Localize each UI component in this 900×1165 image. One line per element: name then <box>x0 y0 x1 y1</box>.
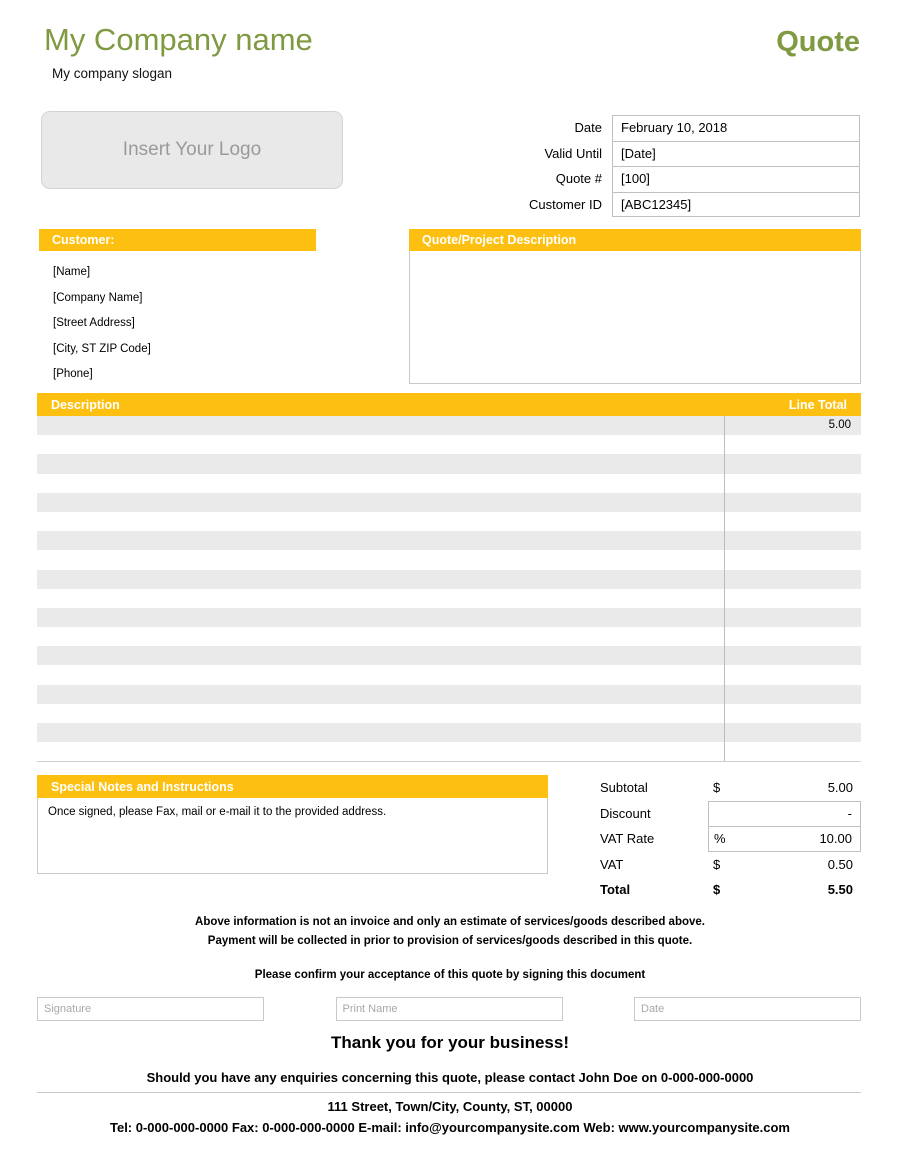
cell-line-total[interactable] <box>725 512 861 531</box>
totals-value-discount: - <box>847 806 852 822</box>
cell-description[interactable] <box>37 742 725 761</box>
cell-description[interactable] <box>37 608 725 627</box>
table-row[interactable] <box>37 646 861 665</box>
meta-label-quote-number: Quote # <box>555 171 602 186</box>
meta-value-valid-until[interactable]: [Date] <box>612 141 860 167</box>
cell-line-total[interactable] <box>725 531 861 550</box>
quote-meta-table <box>495 115 860 217</box>
document-header <box>0 0 900 105</box>
table-row[interactable] <box>37 589 861 608</box>
table-row[interactable] <box>37 570 861 589</box>
customer-name[interactable]: [Name] <box>53 266 91 278</box>
cell-line-total[interactable] <box>725 742 861 761</box>
totals-label-vat-rate: VAT Rate <box>600 831 655 847</box>
customer-phone[interactable]: [Phone] <box>53 368 93 380</box>
customer-section-header <box>39 229 316 251</box>
cell-description[interactable] <box>37 704 725 723</box>
customer-section-title: Customer: <box>52 233 115 247</box>
meta-row-customer-id <box>495 192 860 218</box>
table-row[interactable] <box>37 608 861 627</box>
logo-placeholder-label: Insert Your Logo <box>122 139 262 160</box>
description-section-title: Quote/Project Description <box>422 233 577 247</box>
table-row[interactable] <box>37 416 861 435</box>
signature-date-placeholder: Date <box>641 1003 665 1015</box>
table-row[interactable] <box>37 627 861 646</box>
cell-description[interactable] <box>37 665 725 684</box>
signature-input[interactable] <box>37 997 264 1021</box>
meta-row-quote-number <box>495 166 860 192</box>
cell-description[interactable] <box>37 512 725 531</box>
footer-enquiries: Should you have any enquiries concerning this quote, please contact John Doe on 0-000-000-0000 <box>146 1070 754 1085</box>
totals-label-subtotal: Subtotal <box>600 780 648 796</box>
cell-line-total[interactable] <box>725 608 861 627</box>
signature-date-input[interactable] <box>634 997 861 1021</box>
cell-description[interactable] <box>37 435 725 454</box>
totals-value-total: 5.50 <box>827 882 853 898</box>
cell-line-total[interactable] <box>725 704 861 723</box>
description-section-header <box>409 229 861 251</box>
cell-line-total[interactable] <box>725 589 861 608</box>
logo-placeholder-box[interactable] <box>41 111 343 189</box>
totals-amount-total <box>708 877 861 903</box>
cell-line-total[interactable] <box>725 665 861 684</box>
currency-symbol: $ <box>713 882 721 898</box>
table-row[interactable] <box>37 531 861 550</box>
special-notes-title: Special Notes and Instructions <box>51 779 234 794</box>
cell-line-total[interactable] <box>725 474 861 493</box>
special-notes-body[interactable] <box>37 798 548 874</box>
signature-row <box>37 997 861 1021</box>
cell-description[interactable] <box>37 474 725 493</box>
customer-street[interactable]: [Street Address] <box>53 317 135 329</box>
acceptance-instruction: Please confirm your acceptance of this quote by signing this document <box>254 969 646 981</box>
customer-address-list <box>39 251 316 388</box>
footer-contact-details: Tel: 0-000-000-0000 Fax: 0-000-000-0000 E-mail: info@yourcompanysite.com Web: www.yourcompanysite.com <box>109 1120 790 1135</box>
totals-label-total: Total <box>600 882 631 898</box>
customer-company[interactable]: [Company Name] <box>53 291 143 304</box>
meta-value-date[interactable]: February 10, 2018 <box>612 115 860 141</box>
meta-value-customer-id[interactable]: [ABC12345] <box>612 192 860 218</box>
cell-line-total[interactable] <box>725 685 861 704</box>
cell-line-total[interactable] <box>725 723 861 742</box>
cell-description[interactable] <box>37 570 725 589</box>
currency-symbol: $ <box>713 780 721 796</box>
table-row[interactable] <box>37 704 861 723</box>
totals-amount-subtotal <box>708 775 861 801</box>
line-items-table <box>37 393 861 762</box>
totals-row-discount <box>600 801 861 827</box>
column-header-description: Description <box>37 393 725 416</box>
cell-line-total[interactable] <box>725 454 861 473</box>
cell-description[interactable] <box>37 531 725 550</box>
totals-block <box>600 775 861 903</box>
column-header-line-total: Line Total <box>725 393 861 416</box>
company-name: My Company name <box>44 22 313 57</box>
cell-line-total[interactable] <box>725 493 861 512</box>
meta-value-quote-number[interactable]: [100] <box>612 166 860 192</box>
cell-description[interactable] <box>37 723 725 742</box>
meta-label-customer-id: Customer ID <box>529 196 602 212</box>
totals-row-vat-rate <box>600 826 861 852</box>
meta-label-valid-until: Valid Until <box>544 145 602 161</box>
table-row[interactable] <box>37 685 861 704</box>
totals-value-subtotal: 5.00 <box>827 780 853 796</box>
cell-description[interactable] <box>37 589 725 608</box>
document-title: Quote <box>776 26 860 58</box>
cell-description[interactable] <box>37 550 725 569</box>
special-notes-block <box>37 775 548 874</box>
discount-input[interactable] <box>708 801 861 827</box>
table-row[interactable] <box>37 665 861 684</box>
cell-line-total[interactable] <box>725 435 861 454</box>
table-row[interactable] <box>37 512 861 531</box>
totals-value-vat-rate: 10.00 <box>819 831 852 847</box>
cell-description[interactable] <box>37 454 725 473</box>
cell-line-total[interactable] <box>725 627 861 646</box>
vat-rate-input[interactable] <box>708 826 861 852</box>
special-notes-header <box>37 775 548 798</box>
line-items-header-row <box>37 393 861 416</box>
table-row[interactable] <box>37 742 861 761</box>
signature-placeholder: Signature <box>44 1003 92 1015</box>
meta-row-valid-until <box>495 141 860 167</box>
table-row[interactable] <box>37 474 861 493</box>
cell-description[interactable] <box>37 646 725 665</box>
print-name-placeholder: Print Name <box>342 1003 398 1015</box>
special-notes-text: Once signed, please Fax, mail or e-mail it to the provided address. <box>48 806 387 818</box>
table-row[interactable] <box>37 550 861 569</box>
totals-label-discount: Discount <box>600 805 651 821</box>
cell-line-total[interactable]: 5.00 <box>828 419 851 431</box>
disclaimer-line-2: Payment will be collected in prior to provision of services/goods described in this quote. <box>207 935 693 947</box>
footer-divider <box>37 1092 861 1093</box>
totals-row-subtotal <box>600 775 861 801</box>
percent-symbol: % <box>714 831 726 847</box>
cell-description[interactable] <box>37 627 725 646</box>
disclaimer-block <box>0 913 900 951</box>
table-row[interactable] <box>37 493 861 512</box>
cell-line-total[interactable] <box>725 550 861 569</box>
cell-description[interactable] <box>37 416 725 435</box>
disclaimer-line-1: Above information is not an invoice and only an estimate of services/goods described above. <box>195 916 705 928</box>
totals-label-vat: VAT <box>600 856 624 872</box>
customer-block <box>39 229 316 388</box>
footer-address: 111 Street, Town/City, County, ST, 00000 <box>327 1099 573 1114</box>
meta-row-date <box>495 115 860 141</box>
customer-city-state-zip[interactable]: [City, ST ZIP Code] <box>53 342 151 355</box>
totals-amount-vat <box>708 852 861 878</box>
cell-line-total[interactable] <box>725 646 861 665</box>
description-block <box>409 229 861 384</box>
totals-row-total <box>600 877 861 903</box>
thank-you-message: Thank you for your business! <box>330 1033 570 1052</box>
print-name-input[interactable] <box>336 997 563 1021</box>
totals-value-vat: 0.50 <box>827 856 853 872</box>
totals-row-vat <box>600 852 861 878</box>
cell-description[interactable] <box>37 685 725 704</box>
cell-line-total[interactable] <box>725 570 861 589</box>
currency-symbol: $ <box>713 856 721 872</box>
table-row[interactable] <box>37 435 861 454</box>
meta-label-date: Date <box>574 120 602 135</box>
company-slogan: My company slogan <box>52 66 173 81</box>
line-items-body <box>37 416 861 762</box>
table-row[interactable] <box>37 723 861 742</box>
cell-description[interactable] <box>37 493 725 512</box>
table-row[interactable] <box>37 454 861 473</box>
description-textarea[interactable] <box>409 251 861 384</box>
